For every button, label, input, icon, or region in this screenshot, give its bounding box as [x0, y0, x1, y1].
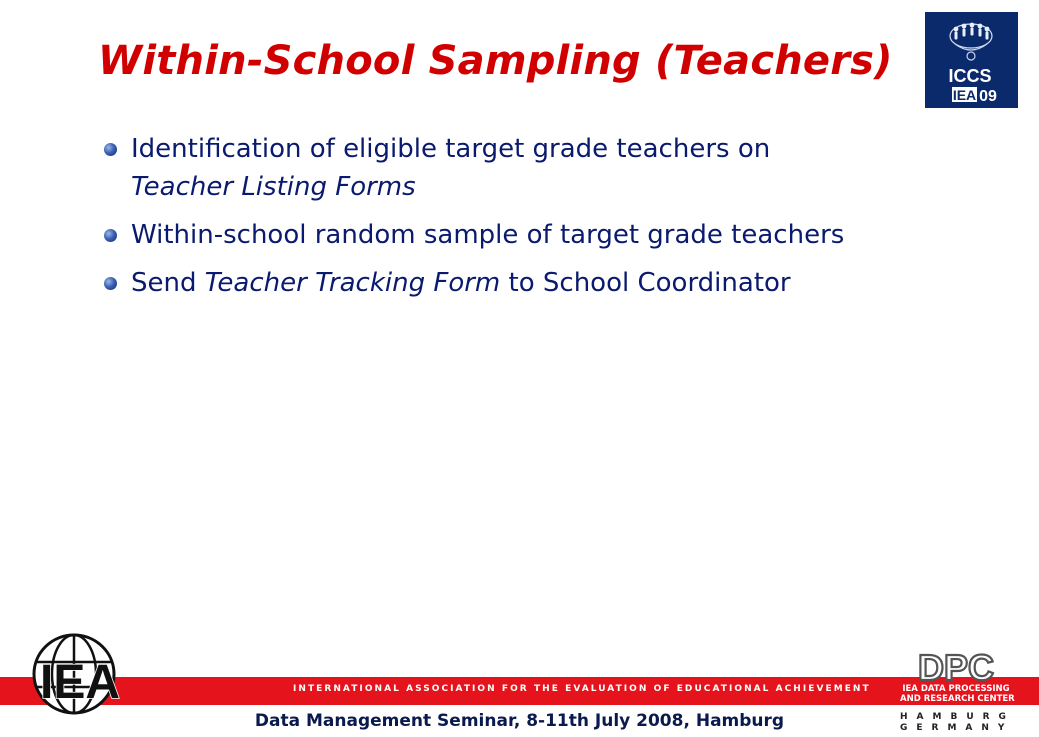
bullet-item — [104, 264, 984, 302]
footer-band-text: INTERNATIONAL ASSOCIATION FOR THE EVALUATION OF EDUCATIONAL ACHIEVEMENT — [293, 684, 871, 694]
dpc-country: GERMANY — [900, 723, 1014, 733]
bullet-item — [104, 216, 984, 254]
dpc-subtitle-line2: AND RESEARCH CENTER — [900, 694, 1015, 704]
bullet-item — [104, 130, 984, 206]
dpc-letters: DPC — [917, 651, 995, 683]
bullet-text: Identification of eligible target grade teachers on — [131, 134, 771, 164]
iea-globe-logo — [18, 632, 138, 716]
iea-logo-word: IEA — [952, 87, 977, 103]
bullet-icon — [104, 277, 117, 290]
footer-caption: Data Management Seminar, 8-11th July 2008, Hamburg — [254, 711, 785, 731]
dpc-city: HAMBURG — [900, 712, 1015, 722]
bullet-emphasis: Teacher Listing Forms — [131, 172, 416, 202]
bullet-icon — [104, 143, 117, 156]
slide-title: Within-School Sampling (Teachers) — [98, 38, 893, 84]
dpc-letters-graphic — [912, 651, 1000, 683]
bullet-icon — [104, 229, 117, 242]
iccs-logo — [925, 12, 1018, 108]
year-label: 09 — [979, 88, 997, 105]
bullet-emphasis: Teacher Tracking Form — [204, 268, 501, 298]
iccs-logo-graphic — [925, 12, 1018, 108]
iccs-logo-word: ICCS — [948, 66, 992, 86]
iea-logo-text: IEA — [39, 656, 121, 709]
bullet-list — [104, 130, 984, 302]
bullet-suffix: to School Coordinator — [500, 268, 791, 298]
bullet-text: Within-school random sample of target grade teachers — [131, 220, 845, 250]
dpc-subtitle-line1: IEA DATA PROCESSING — [902, 684, 1010, 694]
bullet-prefix: Send — [131, 268, 205, 298]
